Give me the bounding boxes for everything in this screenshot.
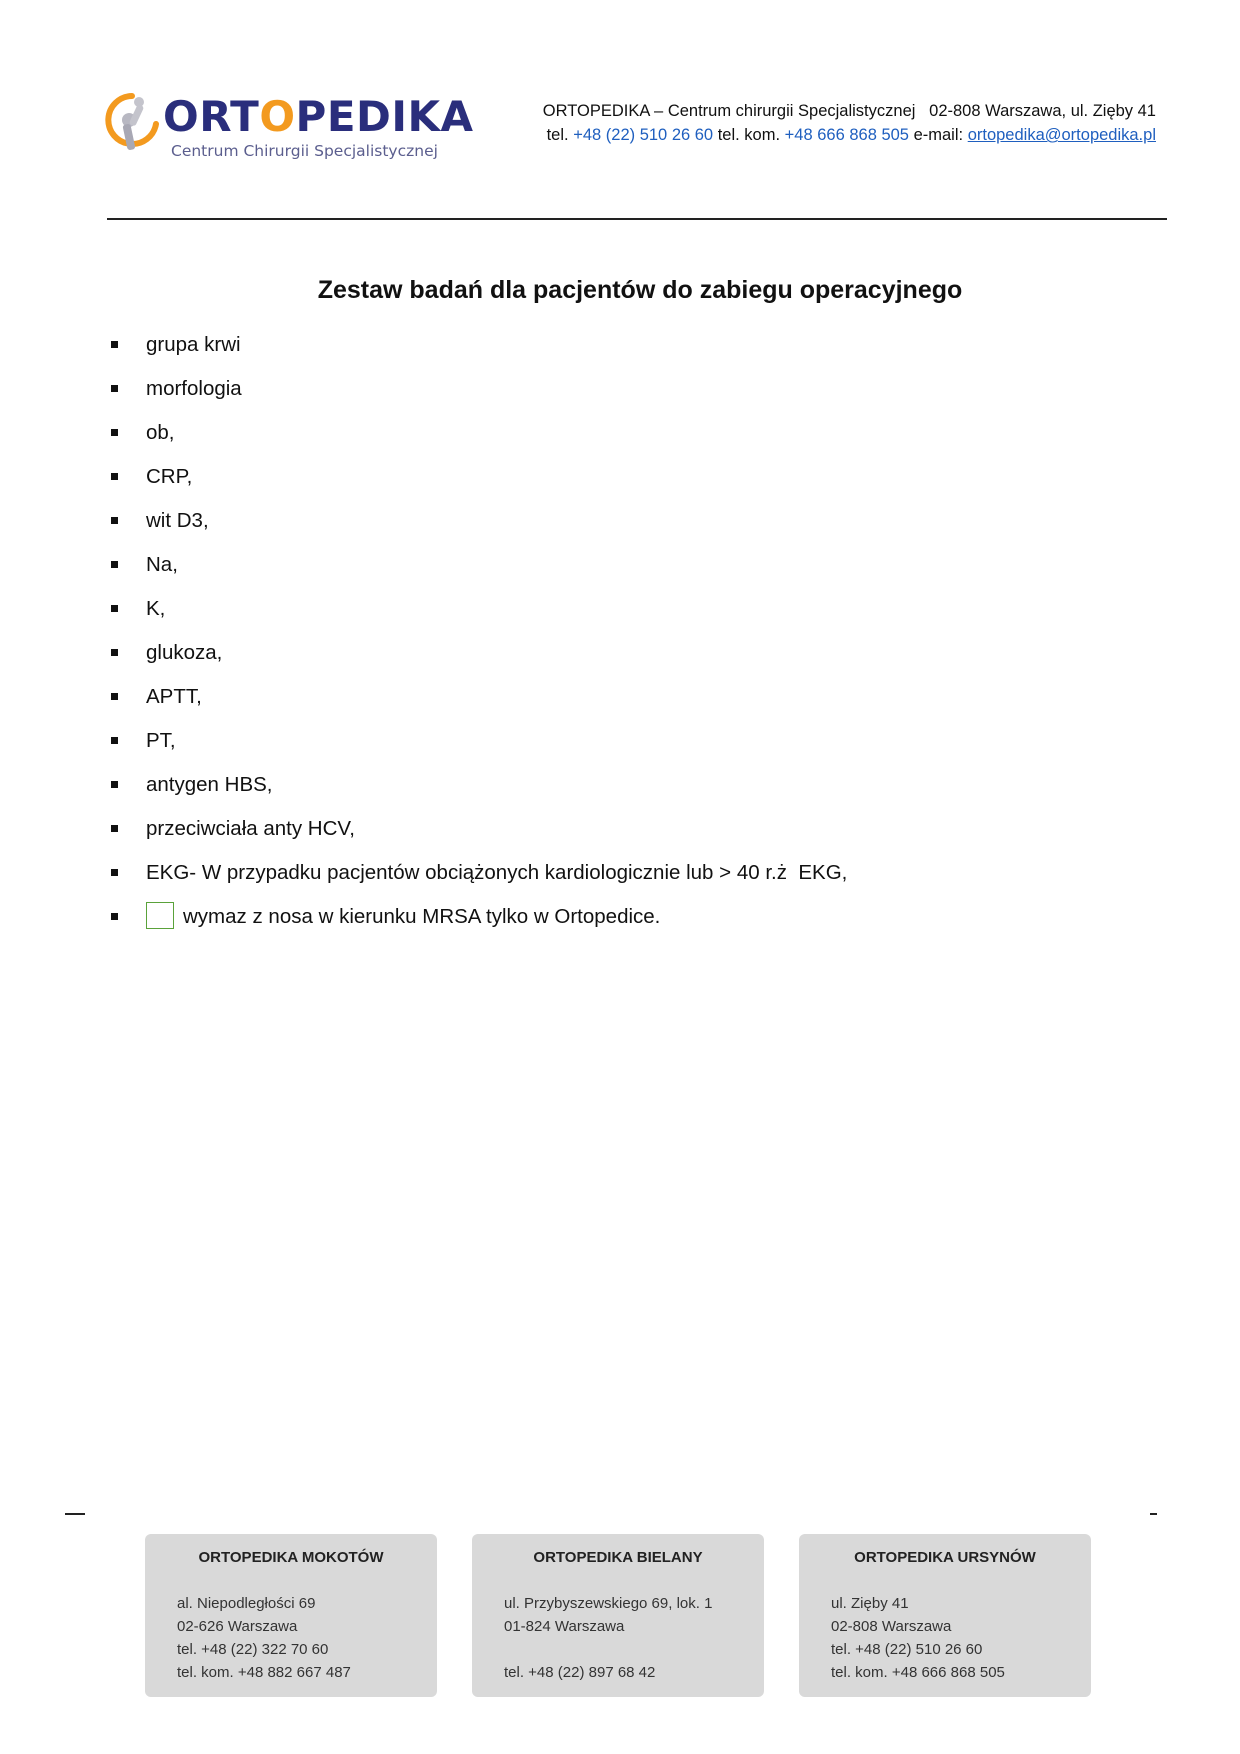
list-item-text: grupa krwi <box>146 333 241 356</box>
list-item <box>108 770 847 814</box>
square-bullet-icon <box>111 429 118 436</box>
list-item <box>108 418 847 462</box>
branch-postcode: 02-808 Warszawa <box>831 1618 952 1635</box>
logo-wordmark: ORTOPEDIKA <box>163 92 474 141</box>
list-item <box>108 594 847 638</box>
list-item <box>108 462 847 506</box>
list-item-text: ob, <box>146 421 175 444</box>
branch-phone: tel. +48 (22) 322 70 60 <box>177 1641 329 1658</box>
footer-dash-right <box>1150 1513 1157 1515</box>
square-bullet-icon <box>111 517 118 524</box>
logo-tagline: Centrum Chirurgii Specjalistycznej <box>171 142 438 160</box>
list-item-text: PT, <box>146 729 176 752</box>
list-item-text: APTT, <box>146 685 202 708</box>
square-bullet-icon <box>111 913 118 920</box>
branch-phone: tel. +48 (22) 510 26 60 <box>831 1641 983 1658</box>
ortopedika-logo <box>105 86 474 166</box>
list-item <box>108 550 847 594</box>
square-bullet-icon <box>111 737 118 744</box>
mobile-number[interactable]: +48 666 868 505 <box>784 126 909 144</box>
branch-name: ORTOPEDIKA URSYNÓW <box>854 1549 1036 1566</box>
branch-address: ul. Przybyszewskiego 69, lok. 1 <box>504 1595 713 1612</box>
square-bullet-icon <box>111 693 118 700</box>
branch-postcode: 01-824 Warszawa <box>504 1618 625 1635</box>
list-item <box>108 814 847 858</box>
email-link[interactable]: ortopedika@ortopedika.pl <box>967 126 1156 144</box>
square-bullet-icon <box>111 781 118 788</box>
branch-card-ursynow <box>799 1534 1091 1697</box>
mrsa-checkbox[interactable] <box>146 902 174 929</box>
branch-postcode: 02-626 Warszawa <box>177 1618 298 1635</box>
list-item <box>108 374 847 418</box>
branch-address: al. Niepodległości 69 <box>177 1595 316 1612</box>
branch-mobile: tel. kom. +48 882 667 487 <box>177 1664 351 1681</box>
header-divider <box>107 218 1167 220</box>
mobile-label: tel. kom. <box>717 126 781 144</box>
test-list <box>108 330 847 946</box>
list-item-text: Na, <box>146 553 178 576</box>
list-item-text: antygen HBS, <box>146 773 273 796</box>
email-label: e-mail: <box>913 126 964 144</box>
tel-label: tel. <box>546 126 569 144</box>
list-item-text: glukoza, <box>146 641 223 664</box>
square-bullet-icon <box>111 869 118 876</box>
tel-number[interactable]: +48 (22) 510 26 60 <box>573 126 714 144</box>
branch-card-bielany <box>472 1534 764 1697</box>
list-item <box>108 330 847 374</box>
list-item-text: morfologia <box>146 377 242 400</box>
list-item <box>108 726 847 770</box>
list-item-mrsa <box>108 902 847 946</box>
square-bullet-icon <box>111 385 118 392</box>
list-item-text: K, <box>146 597 166 620</box>
list-item-text: wit D3, <box>146 509 209 532</box>
list-item-text: przeciwciała anty HCV, <box>146 817 355 840</box>
branch-name: ORTOPEDIKA MOKOTÓW <box>198 1549 384 1566</box>
branch-address: ul. Zięby 41 <box>831 1595 909 1612</box>
square-bullet-icon <box>111 825 118 832</box>
branch-name: ORTOPEDIKA BIELANY <box>533 1549 703 1566</box>
list-item <box>108 858 847 902</box>
contact-phone-line <box>543 123 1156 147</box>
list-item <box>108 682 847 726</box>
square-bullet-icon <box>111 473 118 480</box>
footer-dash-left <box>65 1513 85 1515</box>
square-bullet-icon <box>111 649 118 656</box>
list-item <box>108 638 847 682</box>
list-item-text: CRP, <box>146 465 193 488</box>
branch-mobile: tel. kom. +48 666 868 505 <box>831 1664 1005 1681</box>
contact-address-line: ORTOPEDIKA – Centrum chirurgii Specjalistycznej 02-808 Warszawa, ul. Zięby 41 <box>542 102 1156 120</box>
list-item-text: EKG- W przypadku pacjentów obciążonych kardiologicznie lub > 40 r.ż EKG, <box>146 861 848 884</box>
orthopedic-joint-logo-icon <box>105 90 159 154</box>
square-bullet-icon <box>111 605 118 612</box>
square-bullet-icon <box>111 341 118 348</box>
mrsa-checkbox-label: wymaz z nosa w kierunku MRSA tylko w Ortopedice. <box>183 905 661 928</box>
header-contact <box>543 99 1156 147</box>
branch-phone: tel. +48 (22) 897 68 42 <box>504 1664 656 1681</box>
square-bullet-icon <box>111 561 118 568</box>
branch-blank-line <box>504 1638 712 1661</box>
document-title: Zestaw badań dla pacjentów do zabiegu operacyjnego <box>317 276 963 304</box>
list-item <box>108 506 847 550</box>
branch-card-mokotow <box>145 1534 437 1697</box>
